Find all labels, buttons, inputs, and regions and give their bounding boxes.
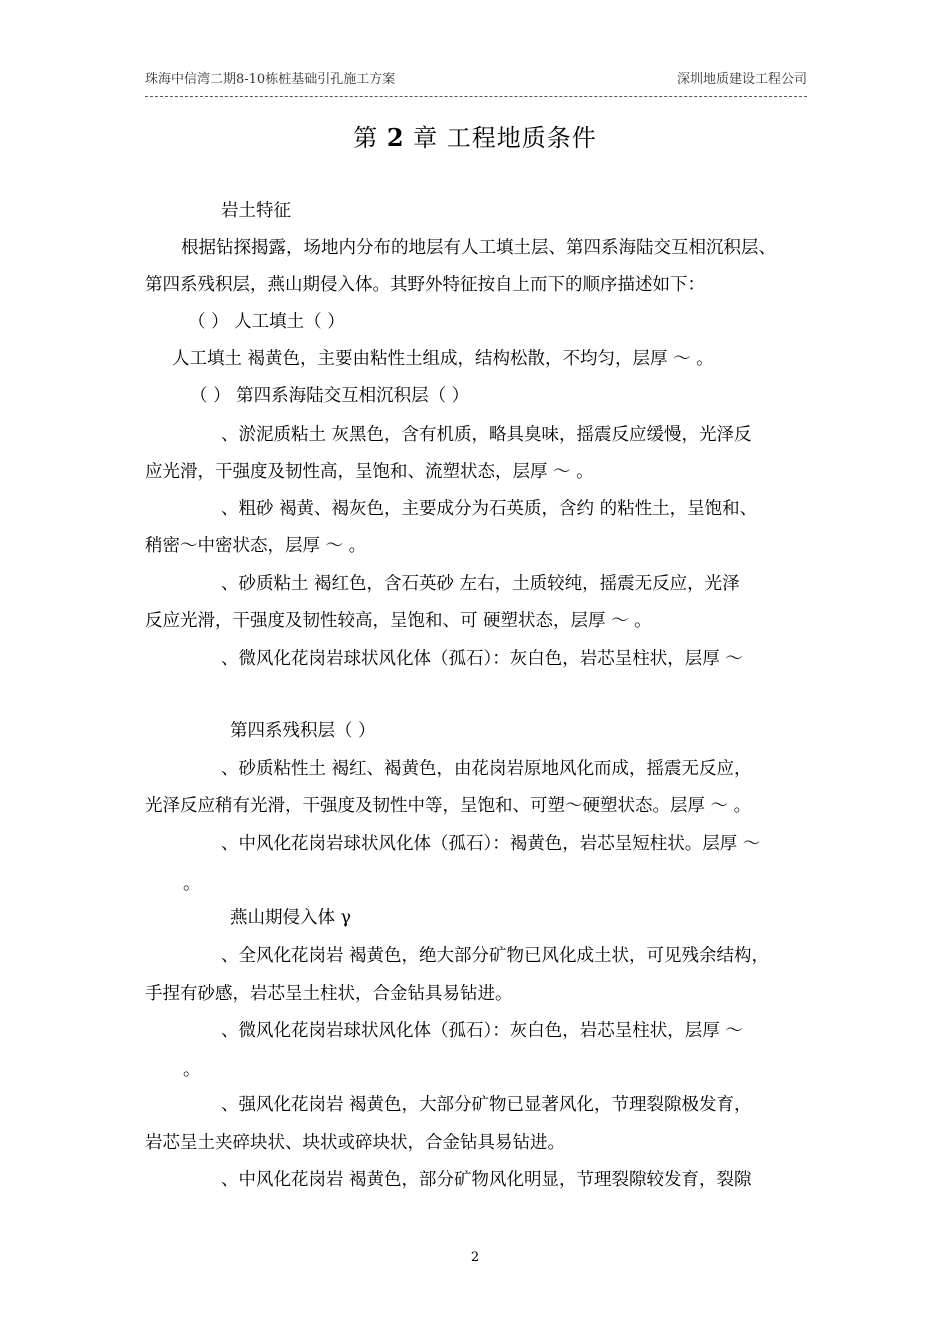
- header-project-title: 珠海中信湾二期8-10栋桩基础引孔施工方案: [145, 72, 396, 87]
- header-company: 深圳地质建设工程公司: [676, 72, 807, 87]
- page-header: [145, 68, 807, 88]
- chapter-title: [0, 118, 950, 153]
- paragraph-line: 反应光滑，干强度及韧性较高，呈饱和、可 硬塑状态，层厚 ～ 。: [145, 611, 652, 631]
- paragraph-line: 、微风化花岗岩球状风化体（孤石）：灰白色，岩芯呈柱状，层厚 ～: [221, 1021, 743, 1041]
- header-divider: [145, 96, 807, 97]
- paragraph-line: 应光滑，干强度及韧性高，呈饱和、流塑状态，层厚 ～ 。: [145, 462, 594, 482]
- paragraph-line: 、中风化花岗岩 褐黄色，部分矿物风化明显，节理裂隙较发育，裂隙: [221, 1170, 752, 1190]
- chapter-suffix: 章 工程地质条件: [413, 124, 597, 152]
- paragraph-line: 人工填土 褐黄色，主要由粘性土组成，结构松散，不均匀，层厚 ～ 。: [172, 349, 714, 369]
- paragraph-line: 、砂质粘性土 褐红、褐黄色，由花岗岩原地风化而成，摇震无反应，: [221, 759, 752, 779]
- paragraph-line: 稍密～中密状态，层厚 ～ 。: [145, 536, 367, 556]
- paragraph-line: 光泽反应稍有光滑，干强度及韧性中等，呈饱和、可塑～硬塑状态。层厚 ～ 。: [145, 796, 752, 816]
- paragraph-line: 、淤泥质粘土 灰黑色，含有机质，略具臭味，摇震反应缓慢，光泽反: [221, 425, 752, 445]
- section-heading-soil: 岩土特征: [221, 201, 291, 221]
- paragraph-line: 根据钻探揭露，场地内分布的地层有人工填土层、第四系海陆交互相沉积层、: [181, 238, 776, 258]
- paragraph-line: 、全风化花岗岩 褐黄色，绝大部分矿物已风化成土状，可见残余结构，: [221, 946, 770, 966]
- subsection-heading: 第四系残积层（ ）: [230, 721, 376, 741]
- paragraph-line: 。: [183, 874, 201, 894]
- subsection-heading: （ ） 人工填土（ ）: [188, 312, 345, 332]
- paragraph-line: 岩芯呈土夹碎块状、块状或碎块状，合金钻具易钻进。: [145, 1133, 565, 1153]
- paragraph-line: 、砂质粘土 褐红色，含石英砂 左右，土质较纯，摇震无反应，光泽: [221, 574, 740, 594]
- chapter-number: 2: [386, 123, 405, 152]
- paragraph-line: 、强风化花岗岩 褐黄色，大部分矿物已显著风化，节理裂隙极发育，: [221, 1095, 752, 1115]
- paragraph-line: 手捏有砂感，岩芯呈土柱状，合金钻具易钻进。: [145, 984, 513, 1004]
- paragraph-line: 、微风化花岗岩球状风化体（孤石）：灰白色，岩芯呈柱状，层厚 ～: [221, 649, 743, 669]
- paragraph-line: 。: [183, 1060, 201, 1080]
- paragraph-line: 、中风化花岗岩球状风化体（孤石）：褐黄色，岩芯呈短柱状。层厚 ～: [221, 834, 761, 854]
- paragraph-line: 第四系残积层，燕山期侵入体。其野外特征按自上而下的顺序描述如下：: [145, 275, 705, 295]
- paragraph-line: 、粗砂 褐黄、褐灰色，主要成分为石英质，含约 的粘性土，呈饱和、: [221, 499, 758, 519]
- subsection-heading: （ ） 第四系海陆交互相沉积层（ ）: [190, 386, 470, 406]
- page-number: 2: [470, 1250, 480, 1265]
- subsection-heading: 燕山期侵入体 γ: [230, 908, 352, 928]
- chapter-prefix: 第: [353, 124, 379, 152]
